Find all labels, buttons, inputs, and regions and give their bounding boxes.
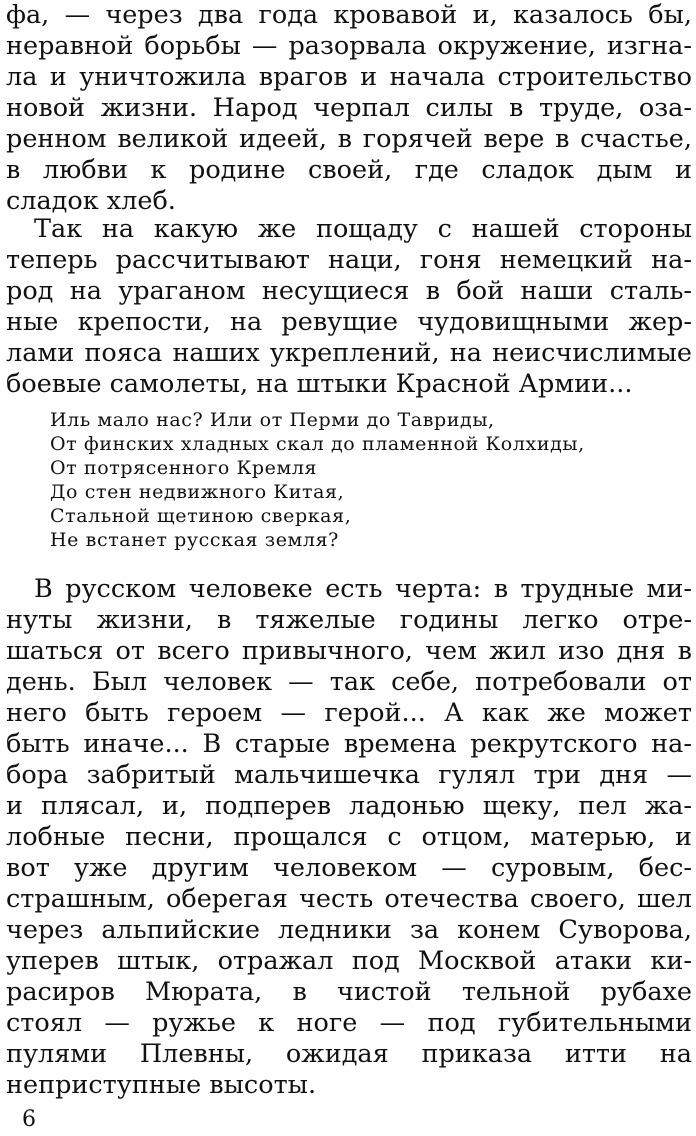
text-line: через альпийские ледники за конем Суворова, bbox=[6, 915, 692, 945]
text-line: фа, — через два года кровавой и, казалось бы, bbox=[6, 0, 692, 30]
poem-quote bbox=[50, 408, 670, 552]
poem-line: От финских хладных скал до пламенной Колхиды, bbox=[50, 433, 585, 455]
page-number: 6 bbox=[22, 1107, 36, 1132]
poem-line: Стальной щетиною сверкая, bbox=[50, 505, 352, 527]
text-line: лами пояса наших укреплений, на неисчислимые bbox=[6, 338, 692, 368]
text-line: шаться от всего привычного, чем жил изо дня в bbox=[6, 636, 692, 666]
text-line: сладок хлеб. bbox=[6, 186, 176, 216]
text-line: уперев штык, отражал под Москвой атаки ки- bbox=[6, 946, 692, 976]
text-line: род на ураганом несущиеся в бой наши сталь- bbox=[6, 276, 692, 306]
text-line: пулями Плевны, ожидая приказа итти на bbox=[6, 1039, 692, 1069]
text-line: быть иначе... В старые времена рекрутского на- bbox=[6, 729, 692, 759]
text-line: него быть героем — герой... А как же может bbox=[6, 698, 692, 728]
text-line: день. Был человек — так себе, потребовали от bbox=[6, 667, 692, 697]
text-line: расиров Мюрата, в чистой тельной рубахе bbox=[6, 977, 692, 1007]
poem-line: Иль мало нас? Или от Перми до Тавриды, bbox=[50, 409, 495, 431]
poem-line: До стен недвижного Китая, bbox=[50, 481, 345, 503]
text-line: теперь рассчитывают наци, гоня немецкий на- bbox=[6, 245, 692, 275]
text-line: вот уже другим человеком — суровым, бес- bbox=[6, 853, 692, 883]
text-line: неравной борьбы — разорвала окружение, изгна- bbox=[6, 31, 692, 61]
text-line: в любви к родине своей, где сладок дым и bbox=[6, 155, 692, 185]
text-line: боевые самолеты, на штыки Красной Армии... bbox=[6, 369, 633, 399]
text-line: новой жизни. Народ черпал силы в труде, оза- bbox=[6, 93, 692, 123]
text-line: Так на какую же пощаду с нашей стороны bbox=[34, 214, 692, 244]
poem-line: Не встанет русская земля? bbox=[50, 529, 339, 551]
text-line: нуты жизни, в тяжелые годины легко отре- bbox=[6, 605, 692, 635]
paragraph-continuation bbox=[6, 0, 692, 217]
text-line: ные крепости, на ревущие чудовищными жер- bbox=[6, 307, 692, 337]
text-line: ренном великой идеей, в горячей вере в счастье, bbox=[6, 124, 692, 154]
text-line: В русском человеке есть черта: в трудные ми- bbox=[34, 574, 692, 604]
text-line: страшным, оберегая честь отечества своего, шел bbox=[6, 884, 692, 914]
text-line: бора забритый мальчишечка гулял три дня — bbox=[6, 760, 692, 790]
text-line: и плясал, и, подперев ладонью щеку, пел жа- bbox=[6, 791, 692, 821]
poem-line: От потрясенного Кремля bbox=[50, 457, 318, 479]
text-line: ла и уничтожила врагов и начала строительство bbox=[6, 62, 692, 92]
text-line: лобные песни, прощался с отцом, матерью, и bbox=[6, 822, 692, 852]
text-line: стоял — ружье к ноге — под губительными bbox=[6, 1008, 692, 1038]
paragraph-nazi-mercy bbox=[6, 214, 692, 400]
paragraph-russian-character bbox=[6, 574, 692, 1101]
text-line: неприступные высоты. bbox=[6, 1070, 317, 1100]
